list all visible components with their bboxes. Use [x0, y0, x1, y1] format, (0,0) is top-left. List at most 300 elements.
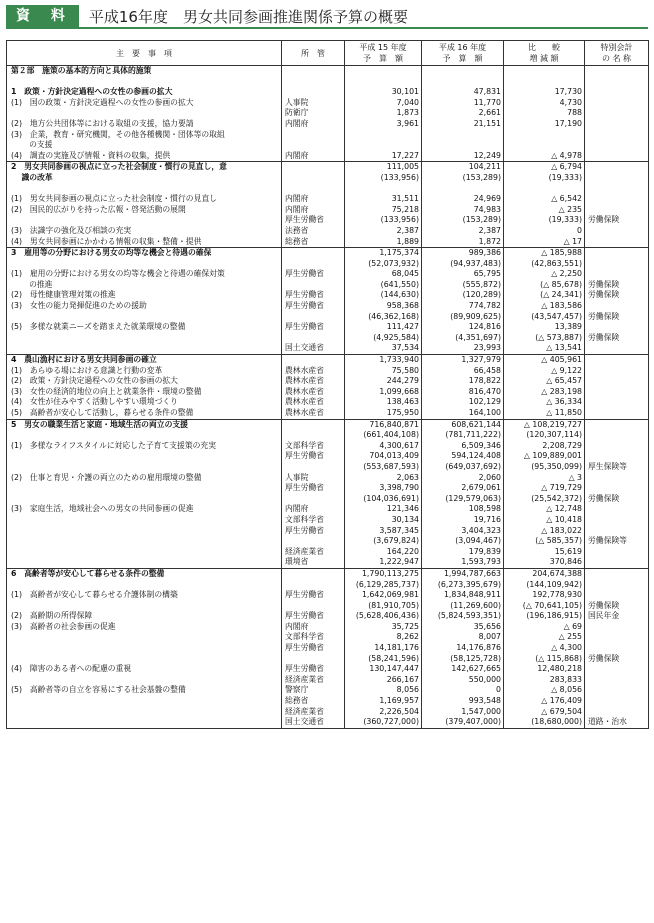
account-cell — [585, 451, 649, 462]
item-cell: 6 高齢者等が安心して暮らせる条件の整備 — [7, 568, 282, 579]
table-row — [7, 205, 649, 216]
table-row — [7, 590, 649, 601]
fy15-cell: 111,427 — [345, 322, 422, 333]
table-row — [7, 473, 649, 484]
fy16-cell — [422, 140, 504, 151]
diff-cell: (△ 85,678) — [504, 280, 585, 291]
account-cell — [585, 259, 649, 270]
fy15-cell: (553,687,593) — [345, 462, 422, 473]
fy15-cell: 31,511 — [345, 194, 422, 205]
account-cell — [585, 685, 649, 696]
account-cell — [585, 473, 649, 484]
diff-cell: 788 — [504, 108, 585, 119]
ministry-cell — [282, 77, 345, 88]
fy15-cell: 1,222,947 — [345, 557, 422, 568]
fy16-cell: (649,037,692) — [422, 462, 504, 473]
fy16-cell: (6,273,395,679) — [422, 580, 504, 591]
account-cell: 労働保険 — [585, 601, 649, 612]
diff-cell: 13,389 — [504, 322, 585, 333]
item-cell — [7, 108, 282, 119]
diff-cell: (△ 115,868) — [504, 654, 585, 665]
fy16-cell: 179,839 — [422, 547, 504, 558]
diff-cell: (43,547,457) — [504, 312, 585, 323]
diff-cell: △ 13,541 — [504, 343, 585, 354]
fy15-cell: 1,642,069,981 — [345, 590, 422, 601]
diff-cell: 4,730 — [504, 98, 585, 109]
account-cell — [585, 140, 649, 151]
item-cell — [7, 632, 282, 643]
diff-cell — [504, 66, 585, 77]
account-cell: 労働保険 — [585, 654, 649, 665]
fy16-cell: 594,124,408 — [422, 451, 504, 462]
ministry-cell: 国土交通省 — [282, 717, 345, 728]
fy15-cell — [345, 77, 422, 88]
item-cell: (4) 女性が住みやすく活動しやすい環境づくり — [7, 397, 282, 408]
item-cell — [7, 547, 282, 558]
fy16-cell: 774,782 — [422, 301, 504, 312]
fy16-cell: 47,831 — [422, 87, 504, 98]
diff-cell: (△ 573,887) — [504, 333, 585, 344]
table-row — [7, 140, 649, 151]
account-cell — [585, 707, 649, 718]
fy16-cell: (11,269,600) — [422, 601, 504, 612]
table-row — [7, 77, 649, 88]
ministry-cell: 農林水産省 — [282, 366, 345, 377]
fy15-cell: 1,790,113,275 — [345, 568, 422, 579]
ministry-cell: 厚生労働省 — [282, 215, 345, 226]
item-cell — [7, 580, 282, 591]
item-cell: (1) 多様なライフスタイルに対応した子育て支援策の充実 — [7, 441, 282, 452]
ministry-cell: 内閣府 — [282, 504, 345, 515]
fy15-cell: 244,279 — [345, 376, 422, 387]
account-cell — [585, 526, 649, 537]
table-row — [7, 87, 649, 98]
item-cell — [7, 483, 282, 494]
fy15-cell: (6,129,285,737) — [345, 580, 422, 591]
item-cell — [7, 430, 282, 441]
fy15-cell: 130,147,447 — [345, 664, 422, 675]
table-row — [7, 675, 649, 686]
ministry-cell — [282, 333, 345, 344]
ministry-cell: 内閣府 — [282, 119, 345, 130]
diff-cell — [504, 140, 585, 151]
ministry-cell: 経済産業省 — [282, 707, 345, 718]
item-cell: (1) 雇用の分野における男女の均等な機会と待遇の確保対策 — [7, 269, 282, 280]
ministry-cell — [282, 355, 345, 366]
table-row — [7, 717, 649, 728]
table-row — [7, 547, 649, 558]
account-cell — [585, 162, 649, 173]
diff-cell: 370,846 — [504, 557, 585, 568]
fy16-cell: 989,386 — [422, 248, 504, 259]
table-row — [7, 151, 649, 162]
diff-cell: △ 183,022 — [504, 526, 585, 537]
ministry-cell: 文部科学省 — [282, 632, 345, 643]
table-row — [7, 312, 649, 323]
account-cell — [585, 355, 649, 366]
fy15-cell: 1,889 — [345, 237, 422, 248]
fy16-cell: 3,404,323 — [422, 526, 504, 537]
table-row — [7, 685, 649, 696]
account-cell: 労働保険 — [585, 215, 649, 226]
table-row — [7, 430, 649, 441]
diff-cell: △ 4,978 — [504, 151, 585, 162]
item-cell: 4 農山漁村における男女共同参画の確立 — [7, 355, 282, 366]
account-cell — [585, 483, 649, 494]
diff-cell: △ 6,542 — [504, 194, 585, 205]
fy15-cell: 14,181,176 — [345, 643, 422, 654]
table-row — [7, 451, 649, 462]
fy16-cell: (3,094,467) — [422, 536, 504, 547]
table-row — [7, 643, 649, 654]
fy15-cell: 2,226,504 — [345, 707, 422, 718]
item-cell — [7, 654, 282, 665]
diff-cell: 12,480,218 — [504, 664, 585, 675]
ministry-cell — [282, 130, 345, 141]
fy16-cell: 1,327,979 — [422, 355, 504, 366]
item-cell — [7, 717, 282, 728]
diff-cell: △ 176,409 — [504, 696, 585, 707]
table-row — [7, 130, 649, 141]
fy16-cell — [422, 77, 504, 88]
ministry-cell: 農林水産省 — [282, 408, 345, 419]
ministry-cell: 経済産業省 — [282, 547, 345, 558]
diff-cell — [504, 77, 585, 88]
ministry-cell: 厚生労働省 — [282, 590, 345, 601]
fy16-cell: 608,621,144 — [422, 419, 504, 430]
diff-cell: △ 69 — [504, 622, 585, 633]
account-cell — [585, 419, 649, 430]
fy16-cell: 2,679,061 — [422, 483, 504, 494]
item-cell — [7, 526, 282, 537]
fy16-cell: (555,872) — [422, 280, 504, 291]
fy15-cell: 17,227 — [345, 151, 422, 162]
account-cell — [585, 568, 649, 579]
item-cell: (1) 国の政策・方針決定過程への女性の参画の拡大 — [7, 98, 282, 109]
item-cell: (5) 高齢者が安心して活動し，暮らせる条件の整備 — [7, 408, 282, 419]
item-cell: (2) 母性健康管理対策の推進 — [7, 290, 282, 301]
table-row — [7, 269, 649, 280]
item-cell: の推進 — [7, 280, 282, 291]
item-cell: 5 男女の職業生活と家庭・地域生活の両立の支援 — [7, 419, 282, 430]
account-cell — [585, 130, 649, 141]
fy15-cell: 164,220 — [345, 547, 422, 558]
ministry-cell: 内閣府 — [282, 194, 345, 205]
fy16-cell: 178,822 — [422, 376, 504, 387]
item-cell: (5) 多様な就業ニーズを踏まえた就業環境の整備 — [7, 322, 282, 333]
item-cell — [7, 643, 282, 654]
table-row — [7, 301, 649, 312]
ministry-cell: 経済産業省 — [282, 675, 345, 686]
diff-cell: (42,863,551) — [504, 259, 585, 270]
diff-cell: (18,680,000) — [504, 717, 585, 728]
diff-cell: (19,333) — [504, 173, 585, 184]
fy15-cell: 2,063 — [345, 473, 422, 484]
table-row — [7, 343, 649, 354]
diff-cell: △ 65,457 — [504, 376, 585, 387]
diff-cell: △ 108,219,727 — [504, 419, 585, 430]
table-row — [7, 194, 649, 205]
account-cell — [585, 205, 649, 216]
fy15-cell: 7,040 — [345, 98, 422, 109]
table-row — [7, 664, 649, 675]
fy15-cell: (104,036,691) — [345, 494, 422, 505]
fy16-cell: (58,125,728) — [422, 654, 504, 665]
fy16-cell: 993,548 — [422, 696, 504, 707]
table-row — [7, 654, 649, 665]
account-cell — [585, 151, 649, 162]
title-underline — [6, 27, 648, 29]
ministry-cell: 厚生労働省 — [282, 451, 345, 462]
ministry-cell: 厚生労働省 — [282, 643, 345, 654]
fy15-cell: 3,398,790 — [345, 483, 422, 494]
diff-cell: (120,307,114) — [504, 430, 585, 441]
account-cell — [585, 580, 649, 591]
diff-cell: △ 17 — [504, 237, 585, 248]
ministry-cell — [282, 568, 345, 579]
table-row — [7, 568, 649, 579]
ministry-cell: 厚生労働省 — [282, 611, 345, 622]
page-title: 平成16年度 男女共同参画推進関係予算の概要 — [88, 7, 408, 26]
table-row — [7, 108, 649, 119]
fy15-cell: 958,368 — [345, 301, 422, 312]
diff-cell: △ 719,729 — [504, 483, 585, 494]
diff-cell: 204,674,388 — [504, 568, 585, 579]
ministry-cell: 法務省 — [282, 226, 345, 237]
fy15-cell — [345, 184, 422, 195]
ministry-cell — [282, 494, 345, 505]
fy15-cell: 8,056 — [345, 685, 422, 696]
item-cell: (3) 家庭生活，地域社会への男女の共同参画の促進 — [7, 504, 282, 515]
ministry-cell: 厚生労働省 — [282, 301, 345, 312]
item-cell — [7, 536, 282, 547]
table-row — [7, 290, 649, 301]
diff-cell: 17,730 — [504, 87, 585, 98]
ministry-cell — [282, 462, 345, 473]
account-cell — [585, 387, 649, 398]
ministry-cell: 農林水産省 — [282, 387, 345, 398]
table-row — [7, 322, 649, 333]
col-diff: 比 較 増 減 額 — [504, 41, 585, 66]
fy15-cell: 1,733,940 — [345, 355, 422, 366]
account-cell — [585, 301, 649, 312]
fy15-cell: 1,175,374 — [345, 248, 422, 259]
table-row — [7, 419, 649, 430]
ministry-cell: 防衛庁 — [282, 108, 345, 119]
fy16-cell: 24,969 — [422, 194, 504, 205]
ministry-cell — [282, 87, 345, 98]
fy16-cell: (120,289) — [422, 290, 504, 301]
account-cell — [585, 590, 649, 601]
ministry-cell — [282, 430, 345, 441]
fy15-cell: 716,840,871 — [345, 419, 422, 430]
ministry-cell — [282, 580, 345, 591]
item-cell: (2) 仕事と育児・介護の両立のための雇用環境の整備 — [7, 473, 282, 484]
fy16-cell: 1,593,793 — [422, 557, 504, 568]
col-item: 主 要 事 項 — [7, 41, 282, 66]
ministry-cell — [282, 184, 345, 195]
item-cell: 1 政策・方針決定過程への女性の参画の拡大 — [7, 87, 282, 98]
ministry-cell — [282, 259, 345, 270]
table-body — [7, 66, 649, 729]
account-cell — [585, 397, 649, 408]
table-row — [7, 536, 649, 547]
fy16-cell: (379,407,000) — [422, 717, 504, 728]
fy16-cell — [422, 66, 504, 77]
fy16-cell: 74,983 — [422, 205, 504, 216]
diff-cell: △ 8,056 — [504, 685, 585, 696]
item-cell — [7, 259, 282, 270]
item-cell — [7, 462, 282, 473]
ministry-cell: 警察庁 — [282, 685, 345, 696]
fy15-cell: 1,169,957 — [345, 696, 422, 707]
account-cell — [585, 237, 649, 248]
diff-cell: △ 9,122 — [504, 366, 585, 377]
fy16-cell: 108,598 — [422, 504, 504, 515]
ministry-cell: 文部科学省 — [282, 515, 345, 526]
fy16-cell: 14,176,876 — [422, 643, 504, 654]
fy16-cell: 550,000 — [422, 675, 504, 686]
item-cell — [7, 707, 282, 718]
item-cell: (2) 国民的広がりを持った広報・啓発活動の展開 — [7, 205, 282, 216]
fy15-cell: (81,910,705) — [345, 601, 422, 612]
fy15-cell: 121,346 — [345, 504, 422, 515]
diff-cell: (△ 585,357) — [504, 536, 585, 547]
diff-cell: △ 255 — [504, 632, 585, 643]
fy16-cell: 142,627,665 — [422, 664, 504, 675]
fy16-cell: (153,289) — [422, 215, 504, 226]
col-account: 特別会計 の 名 称 — [585, 41, 649, 66]
ministry-cell: 文部科学省 — [282, 441, 345, 452]
table-row — [7, 504, 649, 515]
account-cell — [585, 194, 649, 205]
account-cell: 労働保険 — [585, 312, 649, 323]
fy16-cell: 102,129 — [422, 397, 504, 408]
budget-table — [6, 40, 649, 729]
account-cell — [585, 343, 649, 354]
col-fy16: 平成 16 年度 予 算 額 — [422, 41, 504, 66]
item-cell: (4) 調査の実施及び情報・資料の収集，提供 — [7, 151, 282, 162]
item-cell: (5) 高齢者等の自立を容易にする社会基盤の整備 — [7, 685, 282, 696]
fy15-cell: 266,167 — [345, 675, 422, 686]
diff-cell: △ 283,198 — [504, 387, 585, 398]
table-row — [7, 215, 649, 226]
diff-cell: (△ 70,641,105) — [504, 601, 585, 612]
ministry-cell — [282, 248, 345, 259]
ministry-cell — [282, 601, 345, 612]
table-row — [7, 494, 649, 505]
ministry-cell: 人事院 — [282, 473, 345, 484]
table-row — [7, 66, 649, 77]
fy15-cell: (52,073,932) — [345, 259, 422, 270]
diff-cell: △ 3 — [504, 473, 585, 484]
page-header — [6, 6, 408, 26]
item-cell — [7, 451, 282, 462]
account-cell — [585, 664, 649, 675]
fy15-cell: 1,873 — [345, 108, 422, 119]
fy15-cell — [345, 66, 422, 77]
diff-cell: (144,109,942) — [504, 580, 585, 591]
diff-cell: △ 4,300 — [504, 643, 585, 654]
table-row — [7, 397, 649, 408]
fy16-cell: 66,458 — [422, 366, 504, 377]
item-cell — [7, 675, 282, 686]
fy16-cell: 8,007 — [422, 632, 504, 643]
item-cell: 識の改革 — [7, 173, 282, 184]
table-row — [7, 601, 649, 612]
fy16-cell: (4,351,697) — [422, 333, 504, 344]
fy15-cell — [345, 130, 422, 141]
fy16-cell: 816,470 — [422, 387, 504, 398]
diff-cell: △ 185,988 — [504, 248, 585, 259]
fy15-cell: 1,099,668 — [345, 387, 422, 398]
item-cell: 2 男女共同参画の視点に立った社会制度・慣行の見直し，意 — [7, 162, 282, 173]
item-cell: (3) 企業，教育・研究機関，その他各種機関・団体等の取組 — [7, 130, 282, 141]
account-cell — [585, 269, 649, 280]
item-cell — [7, 494, 282, 505]
ministry-cell — [282, 173, 345, 184]
account-cell — [585, 322, 649, 333]
fy15-cell: 35,725 — [345, 622, 422, 633]
diff-cell — [504, 184, 585, 195]
fy16-cell: 21,151 — [422, 119, 504, 130]
item-cell: 3 雇用等の分野における男女の均等な機会と待遇の確保 — [7, 248, 282, 259]
account-cell — [585, 98, 649, 109]
table-row — [7, 237, 649, 248]
table-row — [7, 259, 649, 270]
col-ministry: 所 管 — [282, 41, 345, 66]
fy15-cell: (58,241,596) — [345, 654, 422, 665]
diff-cell: (19,333) — [504, 215, 585, 226]
account-cell: 道路・治水 — [585, 717, 649, 728]
item-cell: (3) 女性の経済的地位の向上と就業条件・環境の整備 — [7, 387, 282, 398]
table-row — [7, 557, 649, 568]
item-cell — [7, 696, 282, 707]
fy16-cell: 1,872 — [422, 237, 504, 248]
table-row — [7, 408, 649, 419]
table-row — [7, 119, 649, 130]
ministry-cell — [282, 536, 345, 547]
ministry-cell — [282, 140, 345, 151]
diff-cell — [504, 130, 585, 141]
ministry-cell: 総務省 — [282, 696, 345, 707]
ministry-cell — [282, 654, 345, 665]
account-cell: 労働保険 — [585, 494, 649, 505]
fy16-cell: 19,716 — [422, 515, 504, 526]
item-cell — [7, 515, 282, 526]
diff-cell: 2,208,729 — [504, 441, 585, 452]
table-row — [7, 366, 649, 377]
item-cell: (4) 障害のある者への配慮の重視 — [7, 664, 282, 675]
diff-cell: △ 679,504 — [504, 707, 585, 718]
diff-cell: △ 183,586 — [504, 301, 585, 312]
diff-cell: (△ 24,341) — [504, 290, 585, 301]
table-row — [7, 632, 649, 643]
account-cell — [585, 119, 649, 130]
fy15-cell: (133,956) — [345, 215, 422, 226]
account-cell — [585, 515, 649, 526]
item-cell — [7, 312, 282, 323]
ministry-cell: 厚生労働省 — [282, 322, 345, 333]
diff-cell: △ 11,850 — [504, 408, 585, 419]
item-cell: (1) 男女共同参画の視点に立った社会制度・慣行の見直し — [7, 194, 282, 205]
account-cell — [585, 643, 649, 654]
ministry-cell: 厚生労働省 — [282, 290, 345, 301]
item-cell: (2) 政策・方針決定過程への女性の参画の拡大 — [7, 376, 282, 387]
diff-cell: △ 36,334 — [504, 397, 585, 408]
table-row — [7, 387, 649, 398]
table-row — [7, 483, 649, 494]
